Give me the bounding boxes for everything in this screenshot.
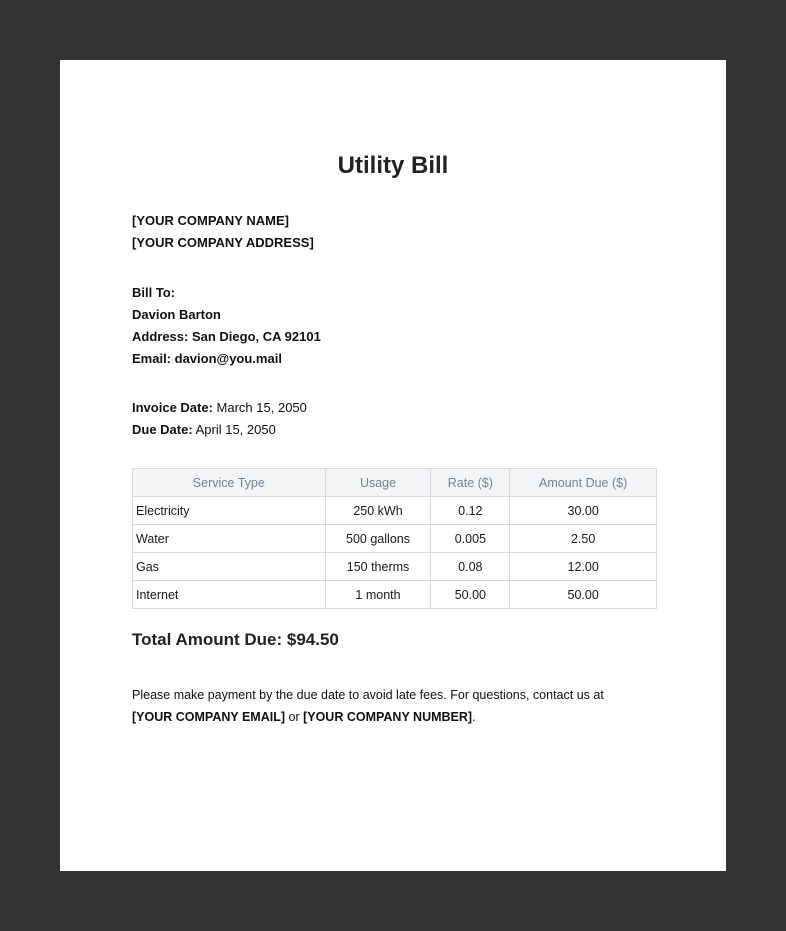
table-row <box>133 581 657 609</box>
invoice-date <box>132 397 307 419</box>
cell-usage: 500 gallons <box>325 525 431 553</box>
cell-usage: 250 kWh <box>325 497 431 525</box>
cell-service-type: Electricity <box>133 497 326 525</box>
cell-rate: 0.12 <box>431 497 510 525</box>
cell-amount-due: 2.50 <box>510 525 657 553</box>
bill-to-section <box>132 282 321 370</box>
dates-section <box>132 397 307 441</box>
period-text: . <box>472 710 476 724</box>
cell-usage: 150 therms <box>325 553 431 581</box>
cell-amount-due: 30.00 <box>510 497 657 525</box>
cell-service-type: Water <box>133 525 326 553</box>
company-info <box>132 210 314 254</box>
header-amount-due: Amount Due ($) <box>510 469 657 497</box>
due-date-value: April 15, 2050 <box>195 422 276 437</box>
company-address: [YOUR COMPANY ADDRESS] <box>132 235 314 250</box>
invoice-date-label: Invoice Date: <box>132 400 213 415</box>
cell-rate: 0.08 <box>431 553 510 581</box>
cell-rate: 50.00 <box>431 581 510 609</box>
cell-service-type: Internet <box>133 581 326 609</box>
cell-service-type: Gas <box>133 553 326 581</box>
bill-to-heading: Bill To: <box>132 285 176 300</box>
cell-usage: 1 month <box>325 581 431 609</box>
payment-note-text: Please make payment by the due date to avoid late fees. For questions, contact us at <box>132 688 604 702</box>
or-text: or <box>285 710 304 724</box>
due-date <box>132 419 307 441</box>
header-service-type: Service Type <box>133 469 326 497</box>
services-table <box>132 468 657 609</box>
table-header-row <box>133 469 657 497</box>
document-page <box>60 60 726 871</box>
customer-email: Email: davion@you.mail <box>132 351 282 366</box>
customer-name: Davion Barton <box>132 307 221 322</box>
customer-address: Address: San Diego, CA 92101 <box>132 329 321 344</box>
due-date-label: Due Date: <box>132 422 193 437</box>
page-title: Utility Bill <box>337 152 449 179</box>
company-email-placeholder: [YOUR COMPANY EMAIL] <box>132 710 286 724</box>
cell-rate: 0.005 <box>431 525 510 553</box>
table-row <box>133 553 657 581</box>
total-amount-due: Total Amount Due: $94.50 <box>132 630 339 649</box>
table-row <box>133 497 657 525</box>
payment-note-contact <box>132 706 672 728</box>
table-row <box>133 525 657 553</box>
header-rate: Rate ($) <box>431 469 510 497</box>
invoice-date-value: March 15, 2050 <box>216 400 307 415</box>
payment-note <box>132 684 672 728</box>
cell-amount-due: 50.00 <box>510 581 657 609</box>
cell-amount-due: 12.00 <box>510 553 657 581</box>
header-usage: Usage <box>325 469 431 497</box>
company-name: [YOUR COMPANY NAME] <box>132 213 289 228</box>
company-number-placeholder: [YOUR COMPANY NUMBER] <box>303 710 473 724</box>
